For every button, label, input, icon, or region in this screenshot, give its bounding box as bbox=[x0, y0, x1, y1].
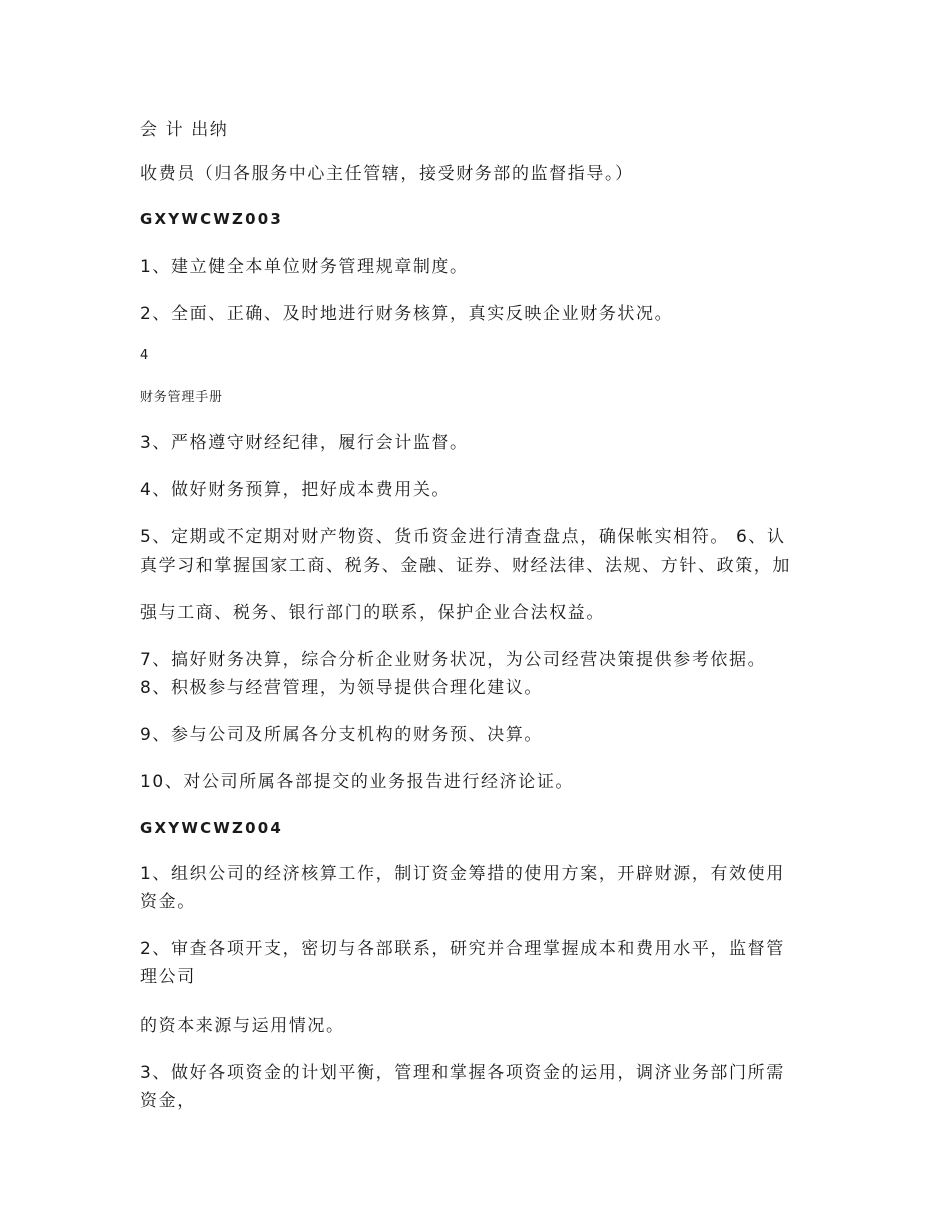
list-item: 4、做好财务预算，把好成本费用关。 bbox=[140, 480, 451, 500]
list-item: 1、组织公司的经济核算工作，制订资金筹措的使用方案，开辟财源，有效使用 bbox=[140, 864, 785, 884]
cashier-note: 收费员（归各服务中心主任管辖，接受财务部的监督指导。） bbox=[140, 164, 634, 184]
list-item: 9、参与公司及所属各分支机构的财务预、决算。 bbox=[140, 725, 544, 745]
section-code-004: GXYWCWZ004 bbox=[140, 819, 284, 837]
list-item: 3、严格遵守财经纪律，履行会计监督。 bbox=[140, 433, 469, 453]
running-header: 财务管理手册 bbox=[140, 390, 223, 405]
list-item: 强与工商、税务、银行部门的联系，保护企业合法权益。 bbox=[140, 603, 605, 623]
page-number: 4 bbox=[140, 348, 150, 363]
list-item: 资金。 bbox=[140, 892, 196, 912]
list-item: 3、做好各项资金的计划平衡，管理和掌握各项资金的运用，调济业务部门所需 bbox=[140, 1063, 785, 1083]
list-item: 资金， bbox=[140, 1091, 196, 1111]
list-item: 2、审查各项开支，密切与各部联系，研究并合理掌握成本和费用水平，监督管 bbox=[140, 939, 785, 959]
list-item: 7、搞好财务决算，综合分析企业财务状况，为公司经营决策提供参考依据。 bbox=[140, 650, 767, 670]
list-item: 10、对公司所属各部提交的业务报告进行经济论证。 bbox=[140, 772, 575, 792]
section-code-003: GXYWCWZ003 bbox=[140, 210, 284, 228]
list-item: 理公司 bbox=[140, 967, 196, 987]
list-item: 5、定期或不定期对财产物资、货币资金进行清查盘点，确保帐实相符。 6、认 bbox=[140, 527, 786, 547]
list-item: 1、建立健全本单位财务管理规章制度。 bbox=[140, 257, 469, 277]
list-item: 真学习和掌握国家工商、税务、金融、证券、财经法律、法规、方针、政策，加 bbox=[140, 556, 791, 576]
list-item: 8、积极参与经营管理，为领导提供合理化建议。 bbox=[140, 678, 544, 698]
list-item: 的资本来源与运用情况。 bbox=[140, 1016, 345, 1036]
list-item: 2、全面、正确、及时地进行财务核算，真实反映企业财务状况。 bbox=[140, 304, 674, 324]
heading-roles: 会 计 出纳 bbox=[140, 120, 229, 140]
